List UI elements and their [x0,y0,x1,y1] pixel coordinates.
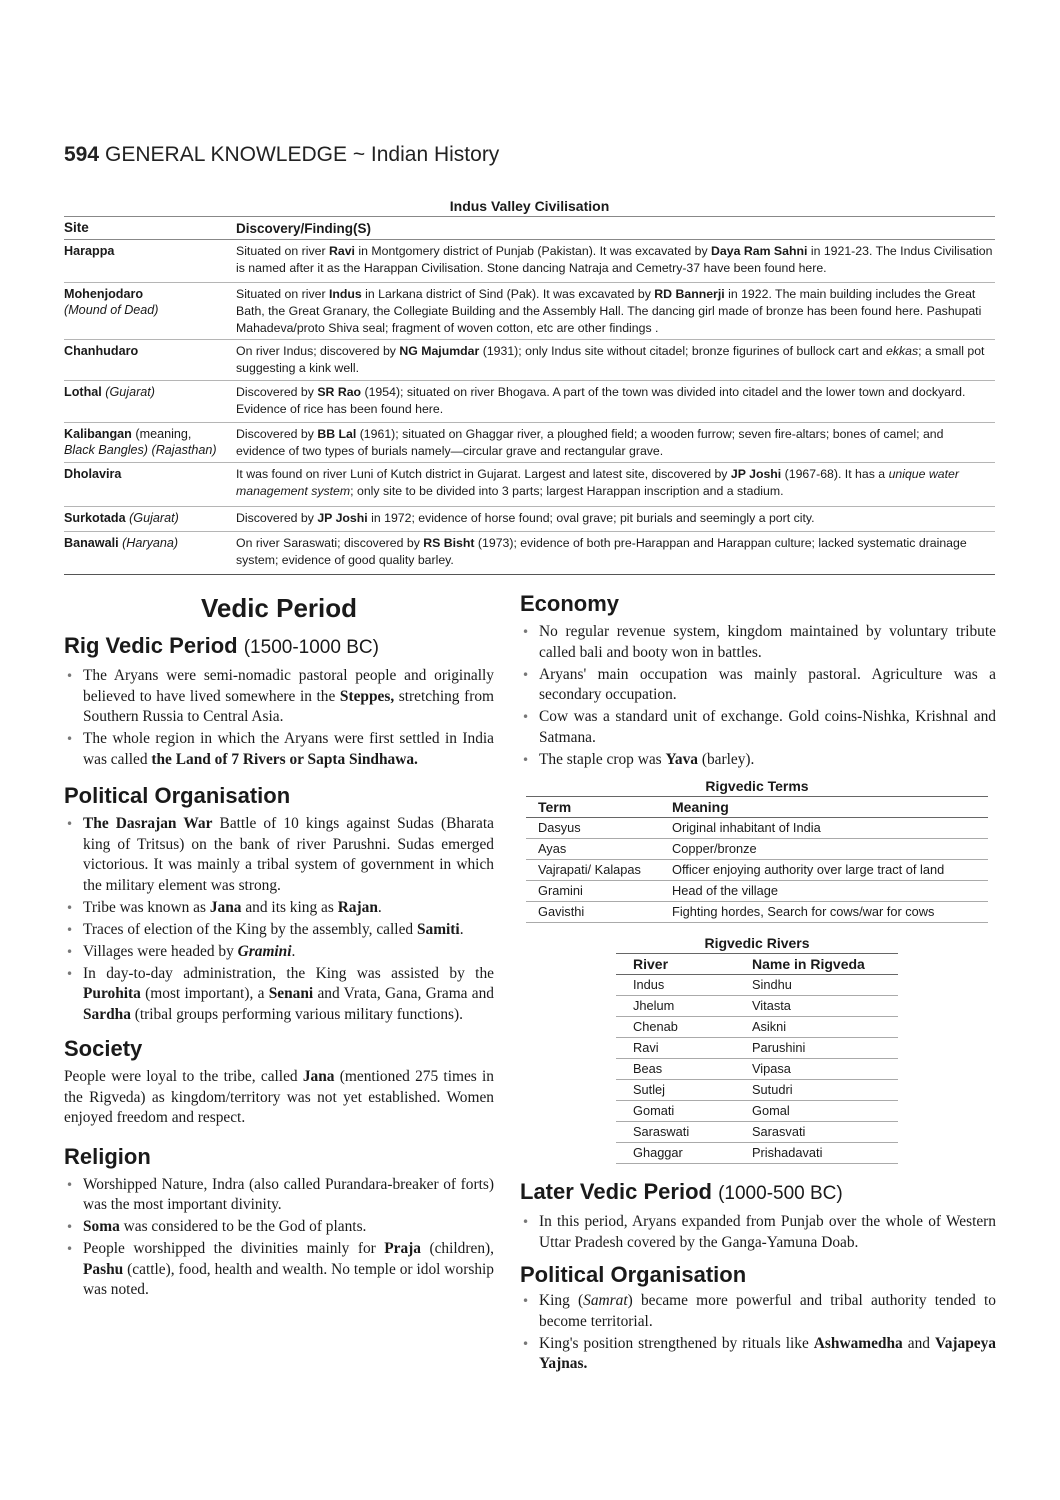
right-column [520,590,996,1376]
table-row [64,240,995,283]
cell-value: Asikni [752,1019,787,1034]
italic-text: ekkas [886,344,919,358]
table-row [526,839,988,860]
site-cell [64,510,236,531]
table-row [616,1080,898,1101]
list-item: • In this period, Aryans expanded from Punjab over the whole of Western Uttar Pradesh covered by the Ganga-Yamuna Doab. [520,1212,996,1253]
cell-key: Chenab [633,1019,678,1034]
rivers-body [616,975,898,1164]
list-item: • Aryans' main occupation was mainly pastoral. Agriculture was a secondary occupation. [520,665,996,706]
list-item: • The staple crop was Yava (barley). [520,750,996,771]
indus-table-body [64,240,995,575]
bold-text: Sardha [83,1005,131,1023]
bold-text: Steppes, [339,687,395,705]
site-cell [64,286,236,339]
table-row [526,860,988,881]
indus-table-header [64,216,995,240]
bold-text: NG Majumdar [399,344,480,358]
finding-cell: It was found on river Luni of Kutch district in Gujarat. Largest and latest site, discovered by JP Joshi (1967-68). It has a unique water management system; only site to be divided into 3 parts; largest Harappan inscription and a stadium. [236,467,959,498]
cell-key: Gomati [633,1103,675,1118]
italic-text: Samrat [583,1292,628,1309]
political-organisation-heading: Political Organisation [64,783,291,808]
list-item: • Villages were headed by Gramini. [64,942,494,963]
bold-text: RS Bisht [423,536,475,550]
site-cell: Kalibangan (meaning, Black Bangles) (Rajasthan) [64,427,217,457]
bold-text: JP Joshi [317,511,368,525]
page-number: 594 [64,143,100,166]
rig-vedic-list [64,666,494,770]
bold-text: Purohita [83,985,141,1002]
site-cell [64,343,236,380]
cell-value: Copper/bronze [672,841,757,856]
finding-cell: Discovered by SR Rao (1954); situated on river Bhogava. A part of the town was divided into citadel and the lower town and dockyard. Evidence of rice has been found here. [236,385,966,416]
italic-text: unique water management system [236,467,959,498]
indus-valley-table [64,196,995,575]
bold-text: Ashwamedha [813,1334,903,1352]
finding-cell: Discovered by BB Lal (1961); situated on Ghaggar river, a ploughed field; a wooden furrow; seven fire-altars; bones of camel; and evidence of two types of burials namely—circular grave and rectangular grave. [236,427,944,458]
cell-key: Gavisthi [538,904,585,919]
later-vedic-years: (1000-500 BC) [718,1183,843,1204]
later-vedic-title: Later Vedic Period [520,1179,712,1204]
table-row [616,1017,898,1038]
political-organisation-list [64,814,494,1025]
site-note: (Haryana) [122,536,179,550]
later-vedic-heading [520,1178,996,1208]
cell-key: Jhelum [633,998,675,1013]
table-row [616,1101,898,1122]
site-name: Surkotada [64,511,126,525]
list-item: • King (Samrat) became more powerful and tribal authority tended to become territorial. [520,1291,996,1332]
bold-text: Jana [302,1068,335,1085]
cell-value: Original inhabitant of India [672,820,821,835]
cell-value: Vipasa [752,1061,791,1076]
finding-cell: On river Indus; discovered by NG Majumdar (1931); only Indus site without citadel; bronze figurines of bullock cart and ekkas; a small pot suggesting a kink well. [236,344,985,375]
table-row [526,902,988,923]
bold-text: BB Lal [317,427,357,441]
bold-text: RD Bannerji [654,287,725,301]
society-heading: Society [64,1036,143,1061]
table-row [526,818,988,839]
economy-heading: Economy [520,591,620,616]
table-row [64,532,995,575]
society-text: People were loyal to the tribe, called Jana (mentioned 275 times in the Rigveda) as kingdom/territory was not yet established. Women enjoyed freedom and respect. [64,1068,494,1126]
table-row [616,996,898,1017]
list-item: • Tribe was known as Jana and its king as Rajan. [64,898,494,919]
site-note: (Mound of Dead) [64,303,159,317]
cell-value: Fighting hordes, Search for cows/war for cows [672,904,935,919]
table-row [64,423,995,463]
terms-header [526,796,988,818]
cell-key: Ravi [633,1040,659,1055]
list-item: • No regular revenue system, kingdom maintained by voluntary tribute called bali and booty won in battles. [520,622,996,663]
site-cell [64,243,236,282]
rivers-caption: Rigvedic Rivers [704,935,810,951]
bold-text: Gramini [237,942,292,960]
list-item: • People worshipped the divinities mainly for Praja (children), Pashu (cattle), food, health and wealth. No temple or idol worship was noted. [64,1239,494,1301]
cell-key: Gramini [538,883,583,898]
table-row [526,881,988,902]
bold-text: SR Rao [317,385,362,399]
site-cell [64,466,236,506]
rivers-col-river: River [633,956,669,972]
cell-key: Ayas [538,841,567,856]
site-name: Dholavira [64,467,122,481]
cell-value: Officer enjoying authority over large tract of land [672,862,945,877]
table-row [616,1059,898,1080]
rigvedic-terms-table [526,776,988,923]
finding-cell: Situated on river Indus in Larkana district of Sind (Pak). It was excavated by RD Bannerji in 1922. The main building includes the Great Bath, the Great Granary, the Collegiate Building and the Assembly Hall. The dancing girl made of bronze has been found here. Pashupati Mahadeva/proto Shiva seal; fragment of woven cotton, etc are other findings . [236,287,982,335]
cell-key: Indus [633,977,665,992]
rigvedic-rivers-table [616,933,898,1164]
list-item: • In day-to-day administration, the King was assisted by the Purohita (most important), a Senani and Vrata, Gana, Grama and Sardha (tribal groups performing various military functions). [64,964,494,1026]
table-row [616,1122,898,1143]
bold-text: Praja [384,1240,421,1257]
bold-text: JP Joshi [730,467,782,481]
site-name: Lothal [64,385,102,399]
site-name: Harappa [64,244,115,258]
bold-text: Ravi [328,244,355,258]
terms-col-term: Term [538,799,572,815]
rig-vedic-title: Rig Vedic Period [64,633,238,658]
cell-key: Dasyus [538,820,581,835]
cell-value: Prishadavati [752,1145,823,1160]
list-item: • King's position strengthened by rituals like Ashwamedha and Vajapeya Yajnas. [520,1334,996,1375]
cell-key: Saraswati [633,1124,690,1139]
site-name: Banawali [64,536,119,550]
religion-list [64,1175,494,1301]
left-column [64,590,494,1302]
cell-value: Sindhu [752,977,792,992]
later-political-organisation-heading: Political Organisation [520,1262,747,1287]
cell-key: Beas [633,1061,663,1076]
table-row [64,283,995,340]
religion-heading: Religion [64,1143,151,1169]
bold-text: Samiti [416,920,460,938]
cell-value: Sutudri [752,1082,793,1097]
running-head [64,143,499,167]
table-row [64,381,995,423]
terms-body [526,818,988,923]
site-name: Chanhudaro [64,344,139,358]
list-item: • The whole region in which the Aryans were first settled in India was called the Land of 7 Rivers or Sapta Sindhawa. [64,729,494,770]
finding-cell: Situated on river Ravi in Montgomery district of Punjab (Pakistan). It was excavated by Daya Ram Sahni in 1921-23. The Indus Civilisation is named after it as the Harappan Civilisation. Stone dancing Natraja and Cemetry-37 have been found here. [236,244,993,275]
cell-value: Vitasta [752,998,791,1013]
site-note: (Gujarat) [105,385,155,399]
col-finding-header: Discovery/Finding(S) [236,220,372,236]
finding-cell: On river Saraswati; discovered by RS Bisht (1973); evidence of both pre-Harappan and Harappan culture; lacked systematic drainage system; evidence of good quality barley. [236,536,967,567]
cell-value: Head of the village [672,883,778,898]
bold-text: Soma [83,1218,120,1235]
site-note: Black Bangles) (Rajasthan) [64,443,217,457]
rivers-col-name: Name in Rigveda [752,956,865,972]
list-item: • Traces of election of the King by the assembly, called Samiti. [64,920,494,941]
list-item: • The Aryans were semi-nomadic pastoral people and originally believed to have lived somewhere in the Steppes, stretching from Southern Russia to Central Asia. [64,666,494,728]
site-cell [64,384,236,422]
cell-key: Sutlej [633,1082,666,1097]
bold-text: Rajan [337,898,378,916]
site-cell [64,535,236,574]
rig-vedic-heading [64,632,494,662]
table-row [616,1038,898,1059]
site-note: (Gujarat) [129,511,179,525]
terms-caption: Rigvedic Terms [705,778,809,794]
list-item: • Soma was considered to be the God of plants. [64,1217,494,1238]
list-item: • The Dasrajan War Battle of 10 kings against Sudas (Bharata king of Tritsus) on the bank of river Parushni. Sudas emerged victorious. It was mainly a tribal system of government in which the military element was strong. [64,814,494,896]
running-title: GENERAL KNOWLEDGE ~ Indian History [105,143,500,166]
later-vedic-list [520,1212,996,1253]
cell-value: Gomal [752,1103,790,1118]
bold-text: Indus [328,287,362,301]
bold-text: Pashu [83,1260,124,1278]
terms-col-meaning: Meaning [672,799,729,815]
economy-list [520,622,996,770]
rivers-header [616,953,898,975]
table-row [64,463,995,507]
list-item: • Cow was a standard unit of exchange. Gold coins-Nishka, Krishnal and Satmana. [520,707,996,748]
later-political-organisation-list [520,1291,996,1375]
cell-key: Vajrapati/ Kalapas [538,862,641,877]
cell-value: Parushini [752,1040,806,1055]
bold-text: Vajapeya Yajnas. [539,1334,996,1372]
bold-text: Jana [209,898,242,916]
table-row [616,1143,898,1164]
cell-key: Ghaggar [633,1145,683,1160]
list-item: • Worshipped Nature, Indra (also called Purandara-breaker of forts) was the most important divinity. [64,1175,494,1216]
col-site-header: Site [64,220,89,235]
bold-text: Yava [665,750,698,768]
site-name: Mohenjodaro [64,287,144,301]
finding-cell: Discovered by JP Joshi in 1972; evidence of horse found; oval grave; pit burials and seemingly a port city. [236,511,815,525]
bold-text: Senani [268,985,314,1002]
table-row [616,975,898,996]
site-name: Kalibangan [64,427,132,441]
bold-text: Daya Ram Sahni [711,244,808,258]
table-row [64,340,995,381]
bold-text: The Dasrajan War [83,815,213,832]
vedic-period-title: Vedic Period [200,593,358,623]
table-row [64,507,995,532]
indus-table-caption: Indus Valley Civilisation [449,198,610,214]
cell-value: Sarasvati [752,1124,806,1139]
rig-vedic-years: (1500-1000 BC) [243,637,379,658]
bold-text: the Land of 7 Rivers or Sapta Sindhawa. [151,750,418,768]
